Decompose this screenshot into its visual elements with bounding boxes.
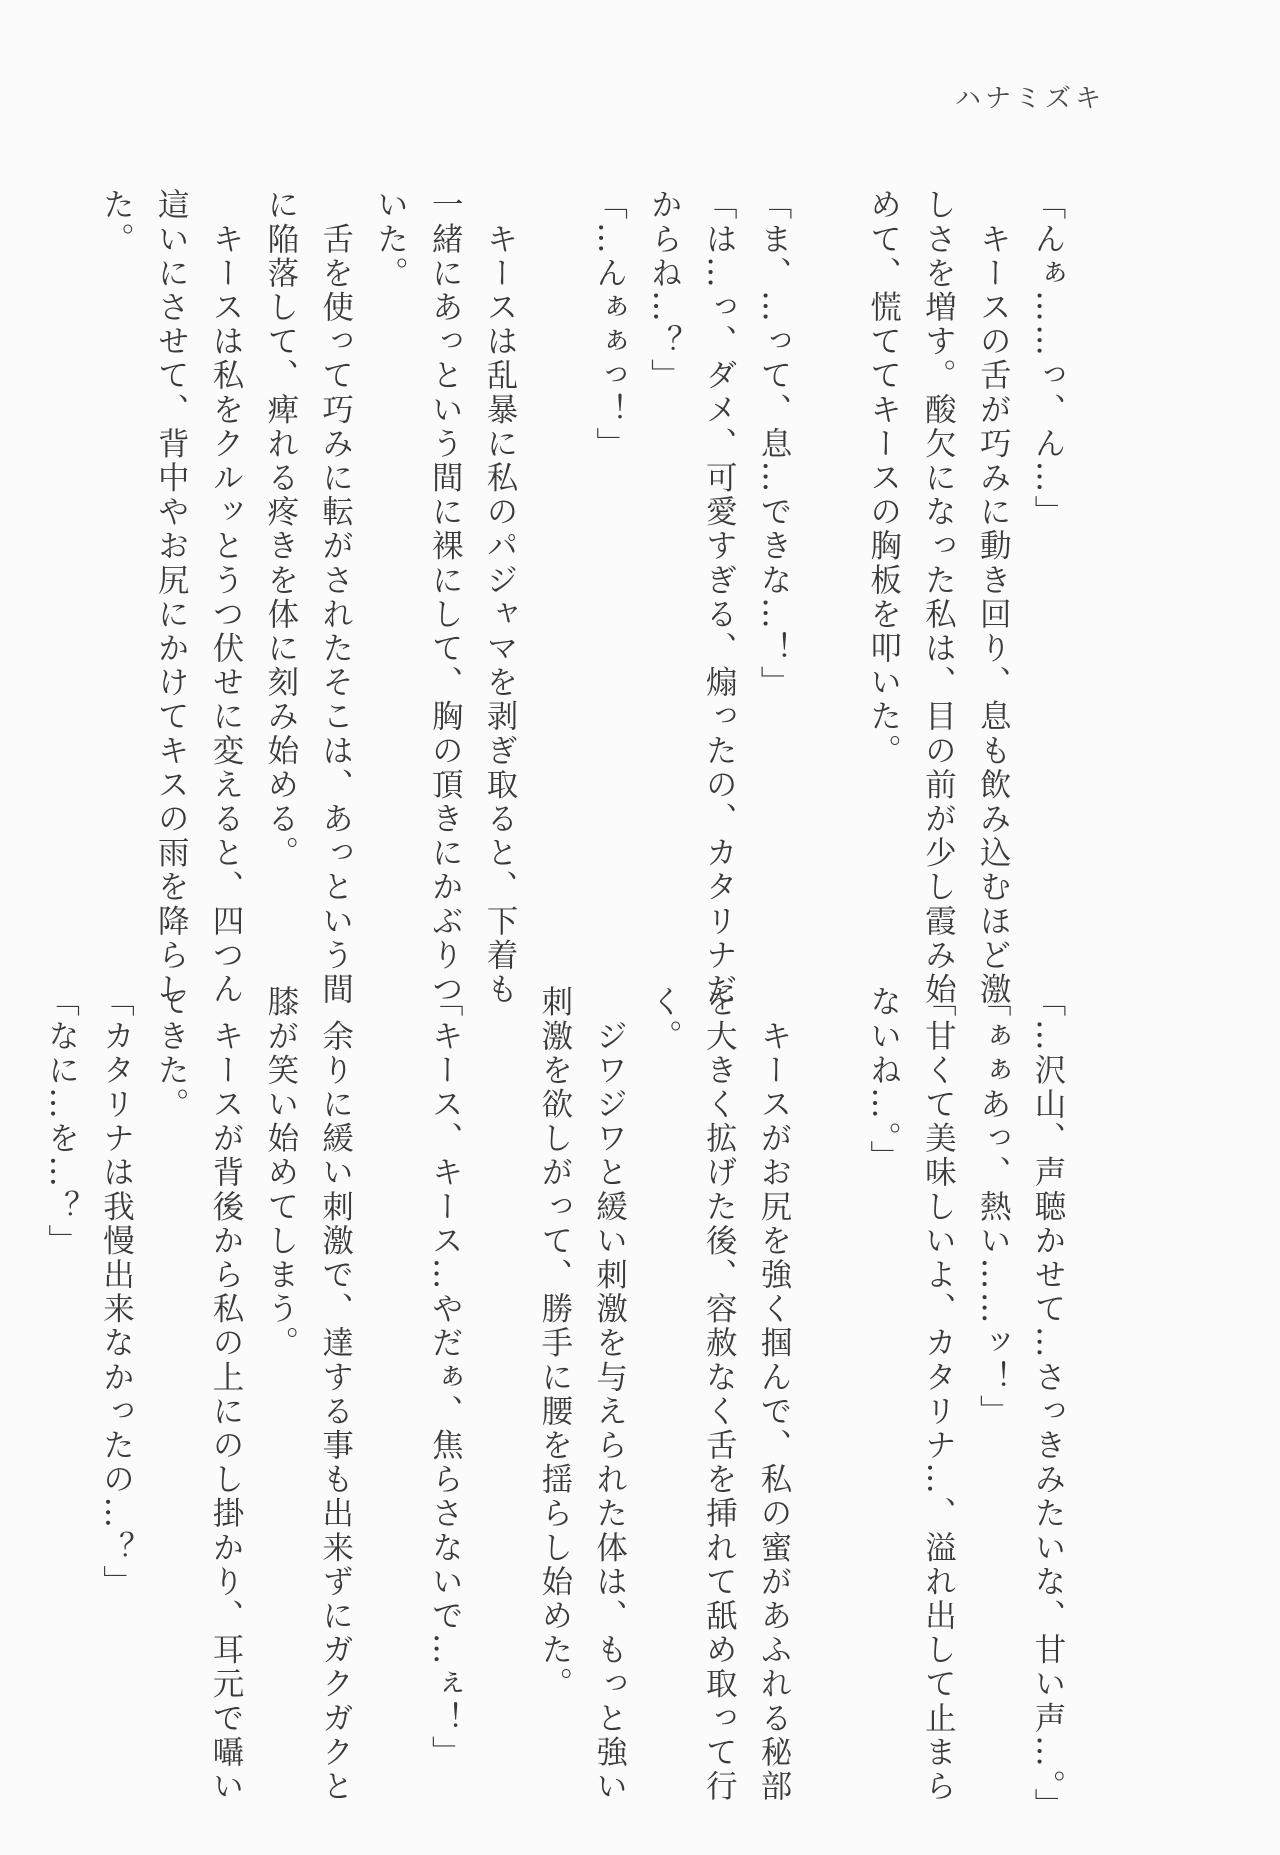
text-line: 這いにさせて、背中やお尻にかけてキスの雨を降らし — [153, 188, 190, 1007]
page-header-title: ハナミズキ — [954, 84, 1105, 114]
text-line: 「ま、…って、息…できな…！」 — [756, 188, 793, 700]
text-line: に陥落して、痺れる疼きを体に刻み始める。 — [262, 188, 299, 870]
lower-text-block — [34, 985, 1075, 1822]
text-line: 「んぁ……っ、ん…」 — [1030, 188, 1066, 529]
text-line: てきた。 — [153, 985, 190, 1122]
text-line: 「甘くて美味しいよ、カタリナ…、溢れ出して止まら — [920, 985, 957, 1804]
text-line: キースの舌が巧みに動き回り、息も飲み込むほど激 — [975, 188, 1012, 1007]
text-line: 膝が笑い始めてしまう。 — [262, 985, 299, 1361]
blank-line — [801, 985, 856, 1822]
text-line: た。 — [98, 188, 135, 257]
text-line: キースがお尻を強く掴んで、私の蜜があふれる秘部 — [756, 985, 793, 1804]
text-line: 「なに…を…？」 — [43, 985, 80, 1258]
text-line: 刺激を欲しがって、勝手に腰を揺らし始めた。 — [536, 985, 573, 1702]
text-line: 「…沢山、声聴かせて…さっきみたいな、甘い声…。」 — [1030, 985, 1066, 1822]
text-line: いた。 — [372, 188, 409, 291]
text-line: しさを増す。酸欠になった私は、目の前が少し霞み始 — [920, 188, 957, 1007]
text-line: ないね…。」 — [865, 985, 902, 1174]
blank-line — [527, 188, 582, 1006]
text-line: 余りに緩い刺激で、達する事も出来ずにガクガクと — [317, 985, 354, 1804]
text-line: からね…？」 — [646, 188, 683, 393]
text-line: 「…んぁぁっ！」 — [591, 188, 628, 461]
upper-text-block — [89, 188, 1075, 1006]
blank-line — [363, 985, 418, 1822]
text-line: 一緒にあっという間に裸にして、胸の頂きにかぶりつ — [427, 188, 464, 1007]
text-line: キースは乱暴に私のパジャマを剥ぎ取ると、下着も — [482, 188, 519, 1007]
text-line: く。 — [646, 985, 683, 1054]
text-line: 「ぁぁあっ、熱い……ッ！」 — [975, 985, 1012, 1429]
text-line: 「カタリナは我慢出来なかったの…？」 — [98, 985, 135, 1599]
text-line: 「は…っ、ダメ、可愛すぎる、煽ったの、カタリナだ — [701, 188, 738, 1007]
text-line: めて、慌ててキースの胸板を叩いた。 — [865, 188, 902, 768]
text-line: を大きく拡げた後、容赦なく舌を挿れて舐め取って行 — [701, 985, 738, 1804]
text-line: キースが背後から私の上にのし掛かり、耳元で囁い — [208, 985, 245, 1804]
blank-line — [472, 985, 527, 1822]
text-line: 舌を使って巧みに転がされたそこは、あっという間 — [317, 188, 354, 1007]
text-line: 「キース、キース…やだぁ、焦らさないで…ぇ！」 — [427, 985, 464, 1770]
blank-line — [801, 188, 856, 1006]
text-line: ジワジワと緩い刺激を与えられた体は、もっと強い — [591, 985, 628, 1804]
text-line: キースは私をクルッとうつ伏せに変えると、四つん — [208, 188, 245, 1007]
